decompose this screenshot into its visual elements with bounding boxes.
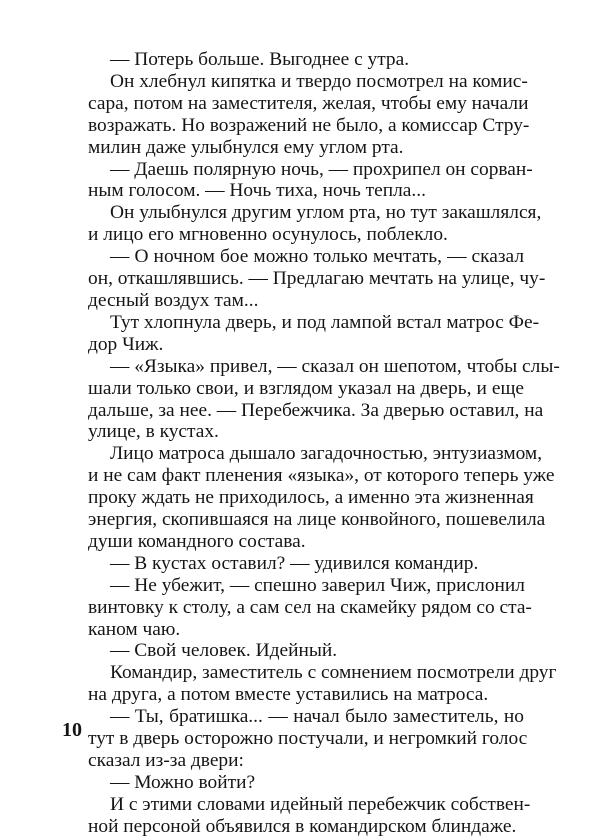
text-line: сказал из-за двери: — [88, 750, 244, 771]
text-line: души командного состава. — [88, 530, 306, 552]
text-line: и лицо его мгновенно осунулось, поблекло. — [88, 224, 448, 246]
paragraph — [88, 49, 524, 71]
text-line: Он хлебнул кипятка и твердо посмотрел на комис- — [110, 70, 528, 92]
paragraph — [88, 574, 532, 641]
text-line: — Свой человек. Идейный. — [110, 640, 338, 662]
text-line: — О ночном бое можно только мечтать, — сказал — [110, 246, 524, 268]
page-number: 10 — [62, 719, 82, 741]
text-line: на друга, а потом вместе уставились на матроса. — [88, 684, 489, 706]
paragraph — [88, 158, 533, 203]
paragraph — [88, 246, 546, 312]
text-line: сара, потом на заместителя, желая, чтобы ему начали — [88, 92, 529, 114]
paragraph — [88, 772, 524, 794]
text-line: возражать. Но возражений не было, а комиссар Стру- — [88, 114, 530, 136]
text-line: десный воздух там... — [88, 289, 259, 311]
paragraph — [88, 443, 555, 553]
text-line: тут в дверь осторожно постучали, и негромкий голос — [88, 728, 528, 750]
text-line: — Даешь полярную ночь, — прохрипел он сорван- — [110, 158, 533, 180]
text-line: ным голосом. — Ночь тиха, ночь тепла... — [88, 180, 426, 202]
paragraph — [88, 70, 530, 159]
text-line: И с этими словами идейный перебежчик собствен- — [110, 793, 531, 815]
text-line: дальше, за нее. — Перебежчика. За дверью оставил, на — [88, 399, 544, 421]
page-text — [88, 49, 560, 838]
text-line: — Ты, братишка... — начал было заместитель, но — [110, 706, 524, 728]
text-line: улице, в кустах. — [88, 421, 219, 443]
text-line: — В кустах оставил? — удивился командир. — [110, 552, 479, 574]
paragraph — [88, 793, 531, 838]
text-line: — Потерь больше. Выгоднее с утра. — [110, 49, 410, 70]
paragraph — [88, 662, 557, 706]
text-line: Командир, заместитель с сомнением посмотрели друг — [110, 662, 557, 684]
text-line: Тут хлопнула дверь, и под лампой встал матрос Фе- — [110, 311, 540, 333]
text-line: Он улыбнулся другим углом рта, но тут закашлялся, — [110, 202, 542, 224]
paragraph — [88, 355, 560, 444]
paragraph — [88, 640, 524, 662]
paragraph — [88, 311, 540, 356]
text-line: он, откашлявшись. — Предлагаю мечтать на улице, чу- — [88, 268, 546, 290]
text-line: — «Языка» привел, — сказал он шепотом, чтобы слы- — [110, 355, 560, 377]
text-line: — Не убежит, — спешно заверил Чиж, прислонил — [110, 574, 525, 596]
text-line: винтовку к столу, а сам сел на скамейку рядом со ста- — [88, 596, 532, 618]
text-line: проку ждать не приходилось, а именно эта жизненная — [88, 487, 534, 509]
text-line: Лицо матроса дышало загадочностью, энтузиазмом, — [110, 443, 543, 465]
paragraph — [88, 202, 542, 246]
paragraph — [88, 553, 524, 575]
text-line: милин даже улыбнулся ему углом рта. — [88, 136, 404, 158]
text-line: шали только свои, и взглядом указал на дверь, и еще — [88, 377, 524, 399]
text-line: и не сам факт пленения «языка», от которого теперь уже — [88, 465, 555, 487]
text-line: — Можно войти? — [110, 771, 256, 793]
text-line: дор Чиж. — [88, 333, 164, 355]
text-line: каном чаю. — [88, 618, 181, 640]
text-line: энергия, скопившаяся на лице конвойного, пошевелила — [88, 509, 546, 531]
text-line: ной персоной объявился в командирском блиндаже. — [88, 815, 517, 837]
paragraph — [88, 706, 528, 772]
